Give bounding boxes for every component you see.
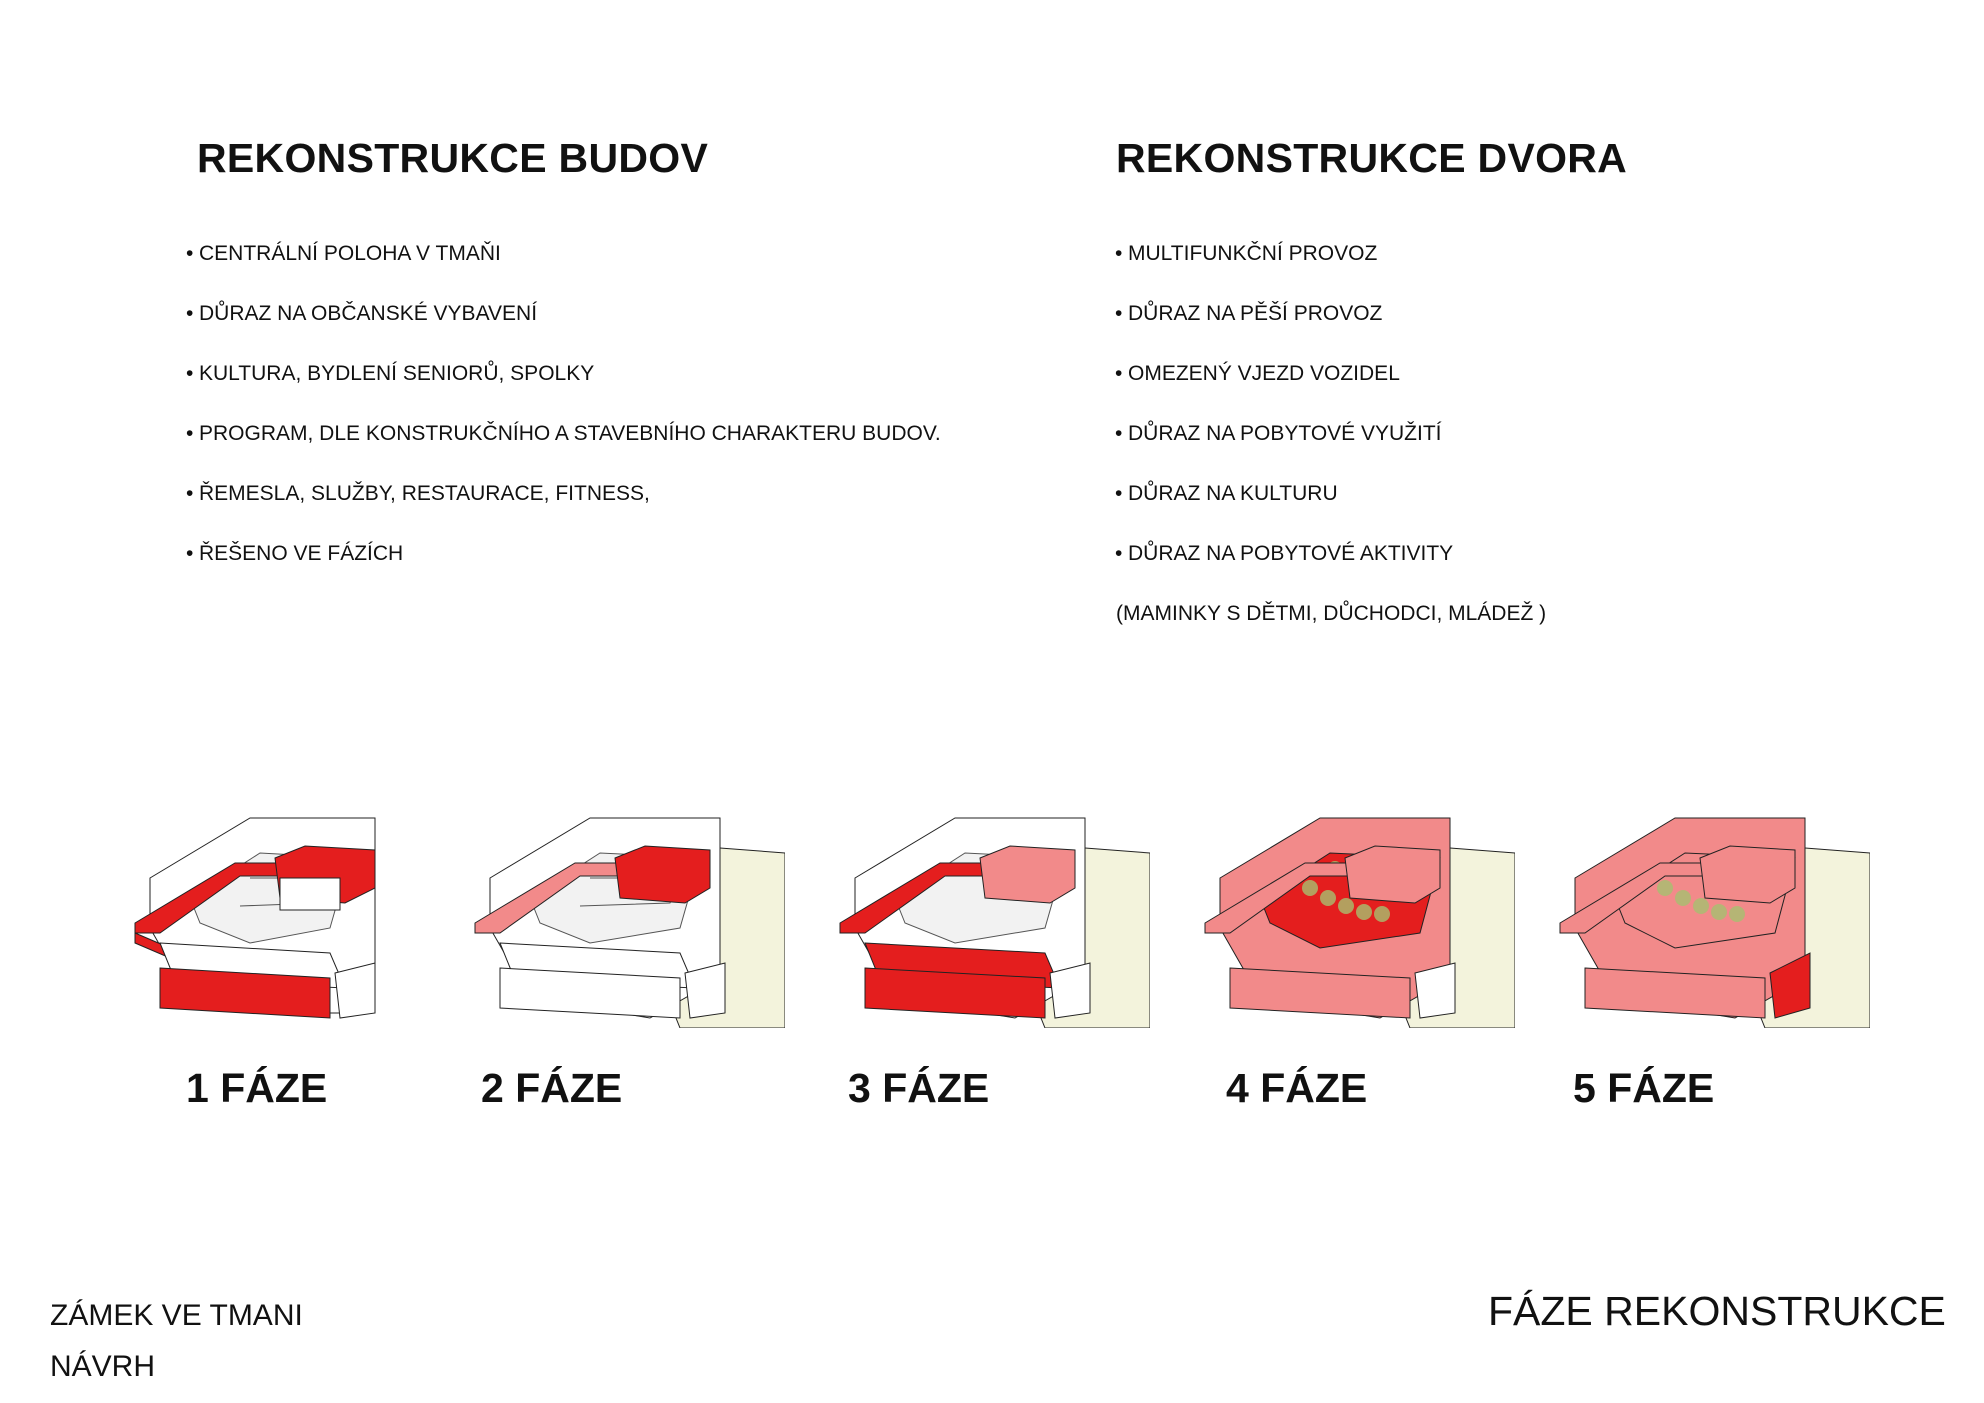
bullet-icon: • [1115, 422, 1123, 445]
phase-4-label: 4 FÁZE [1226, 1065, 1368, 1111]
heading-building-reconstruction: REKONSTRUKCE BUDOV [197, 135, 709, 181]
phase-3-label: 3 FÁZE [848, 1065, 990, 1111]
bullet-icon: • [186, 362, 194, 385]
bullet-icon: • [186, 302, 194, 325]
list-item: • PROGRAM, DLE KONSTRUKČNÍHO A STAVEBNÍHO CHARAKTERU BUDOV. [186, 422, 941, 445]
chateau-light [1700, 846, 1795, 903]
phase-3-diagram [835, 728, 1150, 1028]
list-item: • DŮRAZ NA KULTURU [1115, 482, 1338, 505]
outbuilding [335, 963, 375, 1018]
list-item: • DŮRAZ NA POBYTOVÉ AKTIVITY [1115, 542, 1454, 565]
phase-4-diagram [1200, 728, 1515, 1028]
chateau-light [1345, 846, 1440, 903]
bullet-icon: • [186, 482, 194, 505]
phase-1-diagram [130, 728, 385, 1028]
list-item: • ŘEMESLA, SLUŽBY, RESTAURACE, FITNESS, [186, 482, 650, 505]
heading-courtyard-reconstruction: REKONSTRUKCE DVORA [1116, 135, 1628, 181]
bullet-icon: • [186, 242, 194, 265]
chateau-highlight [615, 846, 710, 903]
list-item: • MULTIFUNKČNÍ PROVOZ [1115, 242, 1378, 265]
phase-2-label: 2 FÁZE [481, 1065, 623, 1111]
bullet-icon: • [1115, 482, 1123, 505]
building-bullet-list [186, 242, 941, 602]
chateau-facade [280, 878, 340, 910]
list-item: • DŮRAZ NA PĚŠÍ PROVOZ [1115, 302, 1383, 325]
list-item: • DŮRAZ NA OBČANSKÉ VYBAVENÍ [186, 302, 538, 325]
outbuilding [1415, 963, 1455, 1018]
project-name: ZÁMEK VE TMANI [50, 1299, 303, 1332]
bullet-icon: • [1115, 542, 1123, 565]
list-item: • CENTRÁLNÍ POLOHA V TMAŇI [186, 242, 501, 265]
phase-5-label: 5 FÁZE [1573, 1065, 1715, 1111]
phase-2-diagram [470, 728, 785, 1028]
project-stage: NÁVRH [50, 1350, 156, 1383]
bullet-icon: • [1115, 302, 1123, 325]
list-item: • OMEZENÝ VJEZD VOZIDEL [1115, 362, 1400, 385]
target-groups-note: (MAMINKY S DĚTMI, DŮCHODCI, MLÁDEŽ ) [1116, 602, 1547, 625]
outbuilding [1050, 963, 1090, 1018]
bullet-icon: • [1115, 362, 1123, 385]
list-item: • KULTURA, BYDLENÍ SENIORŮ, SPOLKY [186, 362, 595, 385]
bullet-icon: • [186, 422, 194, 445]
bullet-icon: • [186, 542, 194, 565]
outbuilding [685, 963, 725, 1018]
chateau-light [980, 846, 1075, 903]
bullet-icon: • [1115, 242, 1123, 265]
list-item: • ŘEŠENO VE FÁZÍCH [186, 542, 404, 565]
sheet-title: FÁZE REKONSTRUKCE [1488, 1288, 1946, 1334]
project-info [50, 1290, 303, 1392]
phase-1-label: 1 FÁZE [186, 1065, 328, 1111]
courtyard-bullet-list [1115, 242, 1453, 602]
phase-5-diagram [1555, 728, 1870, 1028]
list-item: • DŮRAZ NA POBYTOVÉ VYUŽITÍ [1115, 422, 1442, 445]
